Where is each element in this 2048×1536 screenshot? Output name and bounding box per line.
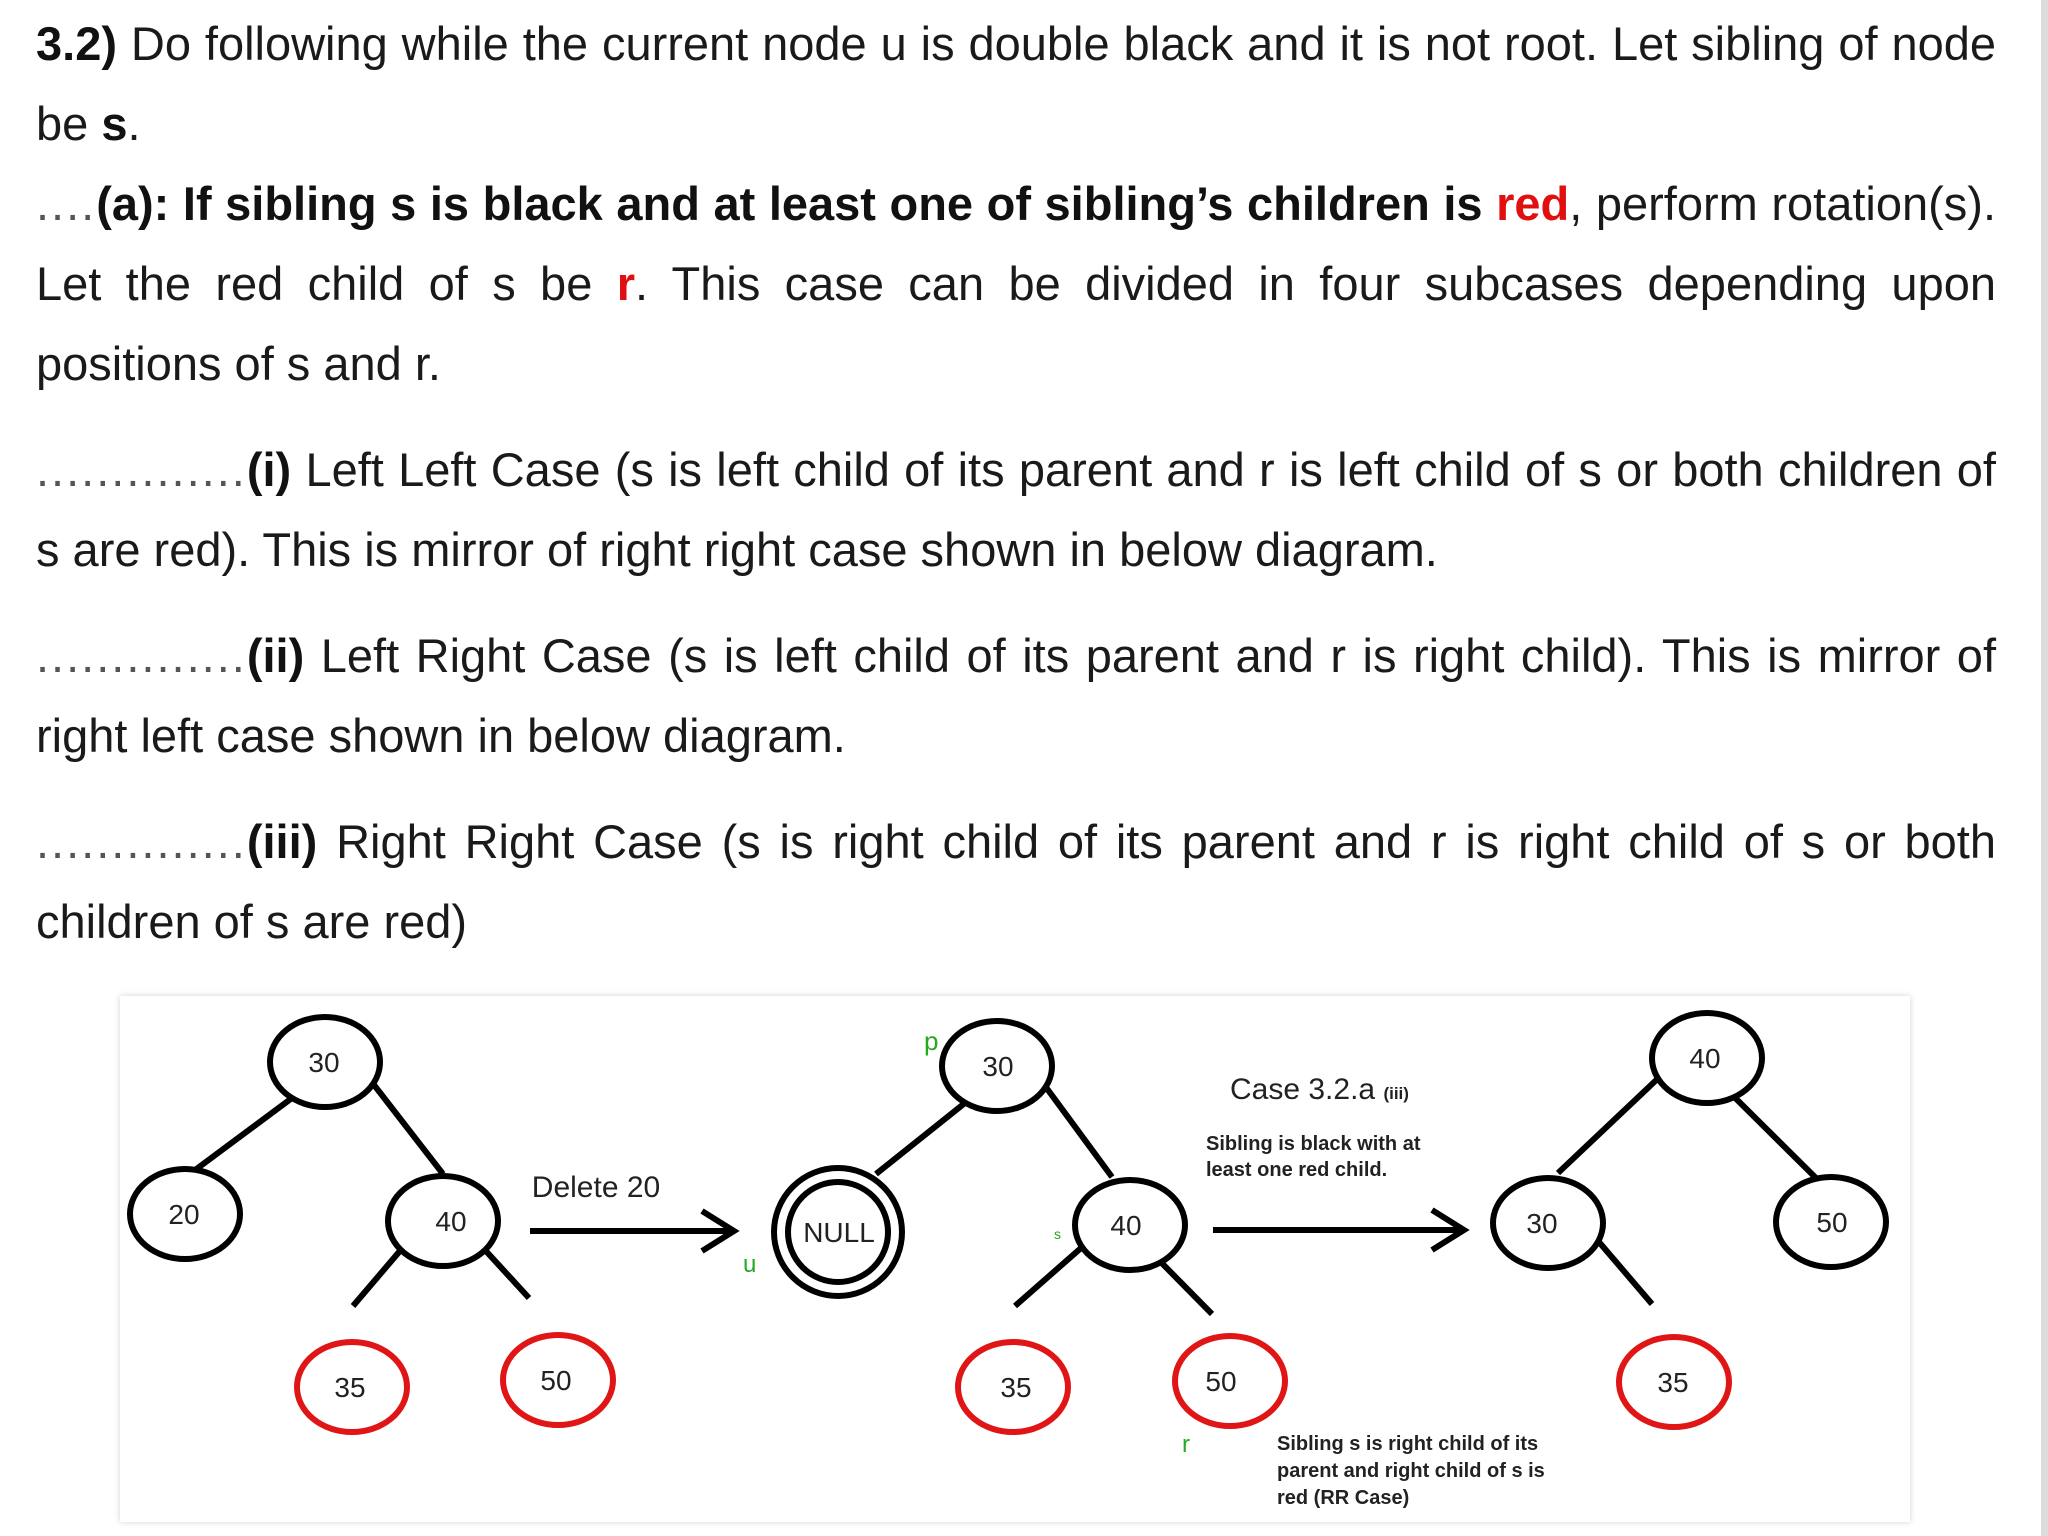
label-30: 30 [308,1047,340,1078]
label-null: NULL [803,1217,875,1248]
u-marker: u [743,1251,757,1278]
label-20: 20 [168,1199,200,1230]
subcase-ii-paragraph [36,616,1996,776]
label-40: 40 [1689,1043,1721,1074]
label-50: 50 [540,1365,572,1396]
label-30: 30 [1526,1208,1558,1239]
indent-dots: .............. [36,443,247,496]
label-35: 35 [1000,1372,1032,1403]
subcase-text: Right Right Case (s is right child of its parent and r is right child of s or both children of s are red) [36,815,1996,948]
edge [1593,1235,1652,1304]
parent-marker: p [924,1026,939,1056]
right-edge-border [2041,0,2048,1536]
label-35: 35 [334,1372,366,1403]
subcase-text: Left Right Case (s is left child of its parent and r is right child). This is mirror of right left case shown in below diagram. [36,629,1996,762]
step-end: . [127,97,141,150]
case-a-after-red: , perform rotation(s). Let the red child of s be [36,177,1996,310]
label-40: 40 [1110,1210,1142,1241]
step-3-2-paragraph [36,4,1996,164]
subcase-label: (iii) [246,815,318,868]
step-text: Do following while the current node u is double black and it is not root. Let sibling of node be [36,17,1996,150]
rr-note-line1: Sibling s is right child of its [1277,1433,1539,1455]
case-desc-line2: least one red child. [1206,1159,1388,1181]
subcase-i-paragraph [36,430,1996,590]
case-a-rest: . This case can be divided in four subcases depending upon positions of s and r. [36,257,1996,390]
edge [1558,1068,1669,1173]
red-word: red [1496,177,1570,230]
case-sub: (iii) [1383,1084,1409,1103]
svg-text:Case 3.2.a (iii) [1230,1073,1409,1106]
edge [364,1072,443,1174]
case-a-bold: (a): If sibling s is black and at least one of sibling’s children is [96,177,1497,230]
step-number: 3.2) [36,17,117,70]
s-marker: s [1054,1226,1061,1242]
case-annotation [1206,1073,1421,1181]
rr-note-line3: red (RR Case) [1277,1487,1410,1509]
diagram-svg [120,996,1910,1522]
subcase-iii-paragraph [36,802,1996,962]
indent-dots: .............. [36,629,247,682]
label-50: 50 [1205,1366,1237,1397]
label-40: 40 [435,1206,467,1237]
indent-dots: .............. [36,815,247,868]
sibling-var: s [101,97,128,150]
edge [1037,1075,1112,1177]
r-marker: r [1182,1431,1190,1458]
edge [1015,1241,1089,1306]
article-text [36,4,1996,962]
label-30: 30 [982,1051,1014,1082]
rr-note [1277,1433,1545,1509]
case-label: Case 3.2.a [1230,1073,1376,1106]
label-35: 35 [1657,1367,1689,1398]
case-desc-line1: Sibling is black with at [1206,1133,1421,1155]
rb-tree-diagram [120,996,1910,1522]
indent-dots: .... [36,177,97,230]
subcase-label: (ii) [246,629,305,682]
label-50: 50 [1816,1207,1848,1238]
subcase-label: (i) [246,443,292,496]
rr-note-line2: parent and right child of s is [1277,1460,1545,1482]
red-child-var: r [616,257,635,310]
case-a-paragraph [36,164,1996,404]
delete-label: Delete 20 [531,1171,661,1204]
subcase-text: Left Left Case (s is left child of its parent and r is left child of s or both children of s are red). This is mirror of right right case shown in below diagram. [36,443,1996,576]
